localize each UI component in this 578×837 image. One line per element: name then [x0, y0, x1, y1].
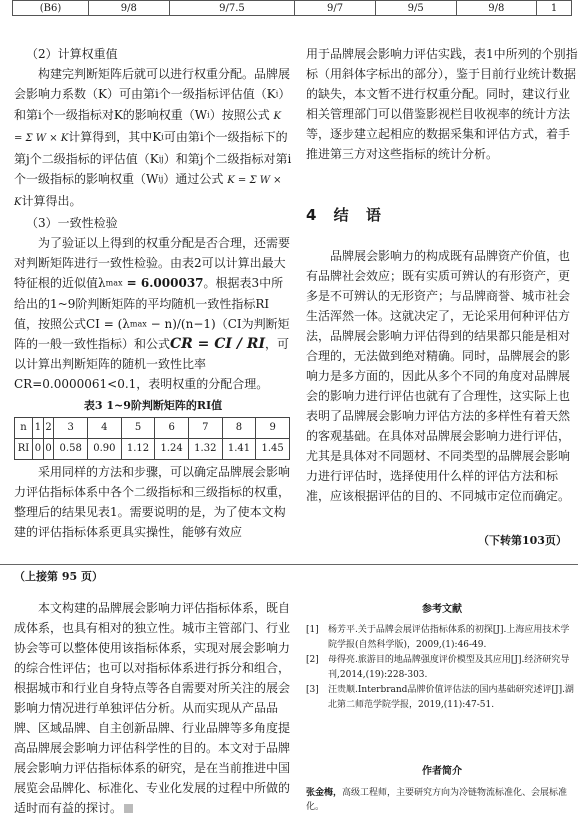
text: 本文构建的品牌展会影响力评估指标体系，既自成体系，也具有相对的独立性。城市主管部门、行业协会等可以整体使用该指标体系，实现对展会影响力的综合性评估；也可以对指标体系进行拆分和组合，根据城市和行业自身特点等各自需要对所关注的展会影响力情况进行单独评估分析。从而实现从产品品牌、区域品牌、自主创新品牌、行业品牌等多角度提高品牌展会影响力评估科学性的目的。本文对于品牌展会影响力评估指标体系的研究，是在当前推进中国展览会品牌化、标准化、专业化发展的过程中所做的适时而有益的探讨。 [14, 601, 291, 815]
table-cell: 0 [43, 439, 54, 460]
table-cell: 1.45 [256, 439, 290, 460]
table-cell: 9/5 [375, 1, 456, 16]
table-cell: 1.24 [155, 439, 189, 460]
table-cell: 5 [121, 418, 155, 439]
table-cell: (B6) [13, 1, 89, 16]
table-cell: 6 [155, 418, 189, 439]
table-cell: 0.90 [88, 439, 122, 460]
table-cell: 3 [54, 418, 88, 439]
reference-text: 汪贵顺.Interbrand品牌价值评估法的国内基础研究述评[J].湖北第二师范学院学报，2019,(11):47-51. [328, 685, 574, 710]
author-bio [306, 786, 578, 814]
table-cell: 0 [33, 439, 44, 460]
table-cell: 8 [222, 418, 256, 439]
table-cell: 9 [256, 418, 290, 439]
bottom-left-column [14, 598, 292, 818]
subscript: max [105, 278, 123, 288]
table-row [15, 418, 290, 439]
text: ，可以计算出判断矩阵的随机一致性比率CR=0.0000061<0.1，表明权重的分配合理。 [14, 337, 290, 391]
table-cell: 9/8 [456, 1, 537, 16]
table-cell: 9/8 [89, 1, 170, 16]
reference-item [306, 683, 578, 713]
lambda-value: = 6.000037 [122, 276, 204, 290]
table-cell: 1 [33, 418, 44, 439]
table-cell: 2 [43, 418, 54, 439]
reference-number: [3] [306, 685, 319, 695]
author-title: 作者简介 [422, 766, 462, 777]
paragraph-continuation: 用于品牌展会影响力评估实践，表1中所列的个别指标（用斜体字标出的部分），鉴于目前行业统计数据的缺失，本文暂不进行权重分配。同时，建议行业相关管理部门可以借鉴影视栏目收视率的统计方法等，逐步建立起相应的数据采集和评估方式，着手推进第三方对这些指标的统计分析。 [306, 47, 578, 161]
table-row [15, 439, 290, 460]
paragraph-weights: 构建完判断矩阵后就可以进行权重分配。品牌展会影响力系数（K）可由第i个一级指标评估值（Ki）和第i个一级指标对K的影响权重（Wi）按照公式 K = Σ W × K计算得到，其中Ki可由第i个一级指标下的第j个二级指标的评估值（Kij）和第j个二级指标对第i个一级指标的影响权重（Wij）通过公式 K = Σ W × K计算得出。 [14, 67, 292, 208]
end-mark-icon [124, 804, 133, 813]
references [306, 602, 578, 713]
text: ）按照公式 [209, 107, 270, 122]
paragraph-summary [14, 598, 292, 818]
subscript: max [129, 319, 147, 328]
table-cell: 1 [537, 1, 572, 16]
author-name: 张金梅， [306, 788, 343, 798]
table-cell: 1.41 [222, 439, 256, 460]
top-table-fragment [12, 0, 572, 16]
paragraph-consistency [14, 233, 292, 394]
text: 为了验证以上得到的权重分配是否合理，还需要对判断矩阵进行一致性检验。由表2可以计算出最大特征根的近似值λ [14, 236, 291, 290]
right-column [306, 44, 578, 164]
formula-cr: CR = CI / RI [170, 336, 266, 352]
reference-text: 杨芳平.关于品牌会展评估指标体系的初探[J].上海应用技术学院学报(自然科学版)，2009,(1):46-49. [328, 625, 570, 650]
table-cell: 0.58 [54, 439, 88, 460]
formula-k: K = Σ W × K [14, 110, 282, 144]
reference-number: [1] [306, 625, 319, 635]
table-cell: 1.32 [188, 439, 222, 460]
reference-item [306, 623, 578, 653]
table-cell: 9/7 [295, 1, 376, 16]
formula-ki: K = Σ W × K [14, 175, 282, 208]
text: 可由第i个一级指标下的第j个二级指标的评估值（K [14, 129, 288, 166]
table-cell: 7 [188, 418, 222, 439]
author-description: 高级工程师，主要研究方向为冷链物流标准化、会展标准化。 [306, 788, 568, 812]
text: 。根据表3中所给出的1~9阶判断矩阵的平均随机一致性指标RI值，按照公式CI = (λ [14, 276, 284, 331]
reference-number: [2] [306, 655, 319, 665]
reference-item [306, 653, 578, 683]
text: − n)/(n−1)（CI为判断矩阵的一般一致性指标）和公式 [14, 316, 290, 351]
paragraph-conclusion: 品牌展会影响力的构成既有品牌资产价值，也有品牌社会效应；既有实质可辨认的有形资产，更多是不可辨认的无形资产；与品牌商誉、城市社会生活浑然一体。这就决定了，无论采用何种评估方法，品牌展会影响力评估得到的结果都只能是相对合理的，无法做到绝对精确。同时，品牌展会的影响力是多方面的，因此从多个不同的角度对品牌展会的影响力进行评估也就有了合理性，这实际上也表明了品牌展会影响力评估方法的多样性有着天然的客观基础。在具体对品牌展会影响力进行评估，尤其是具体对不同题材、不同类型的品牌展会影响力进行评估时，选择使用什么样的评估方法和标准，应该根据评估的目的、不同城市定位而确定。 [306, 249, 571, 503]
text: 计算得出。 [21, 194, 82, 208]
reference-text: 母得亮.旅游目的地品牌强度评价模型及其应用[J].经济研究导刊,2014,(19):228-303. [328, 655, 570, 680]
continued-next-page: （下转第103页） [478, 534, 567, 547]
section-divider [0, 564, 578, 565]
table-cell: 9/7.5 [169, 1, 295, 16]
table-caption: 表3 1~9阶判断矩阵的RI值 [83, 399, 223, 412]
text: ）和第j个二级指标对第i个一级指标的影响权重（W [14, 151, 292, 186]
continued-from-label: （上接第 95 页） [14, 570, 103, 583]
text: ）通过公式 [163, 172, 224, 186]
text: 计算得到，其中K [68, 129, 162, 144]
text: 构建完判断矩阵后就可以进行权重分配。品牌展会影响力系数（K）可由第i个一级指标评估值（K [14, 67, 291, 101]
section-title [306, 204, 387, 225]
references-title: 参考文献 [422, 604, 462, 615]
left-column [14, 44, 292, 542]
text: ）和第i个一级指标对K的影响权重（W [14, 87, 291, 122]
paragraph-result: 采用同样的方法和步骤，可以确定品牌展会影响力评估指标体系中各个二级指标和三级指标的权重，整理后的结果见表1。需要说明的是，为了使本文构建的评估指标体系更具实操性，能够有效应 [14, 465, 291, 539]
section-number: 4 [306, 206, 323, 224]
ri-table [14, 417, 290, 460]
heading-weights: （2）计算权重值 [26, 47, 118, 61]
table-cell: 4 [88, 418, 122, 439]
conclusion-block [306, 246, 578, 506]
table-cell: n [15, 418, 33, 439]
section-heading: 结 语 [333, 206, 387, 224]
heading-consistency: （3）一致性检验 [26, 216, 118, 230]
table-cell: 1.12 [121, 439, 155, 460]
table-cell: RI [15, 439, 33, 460]
